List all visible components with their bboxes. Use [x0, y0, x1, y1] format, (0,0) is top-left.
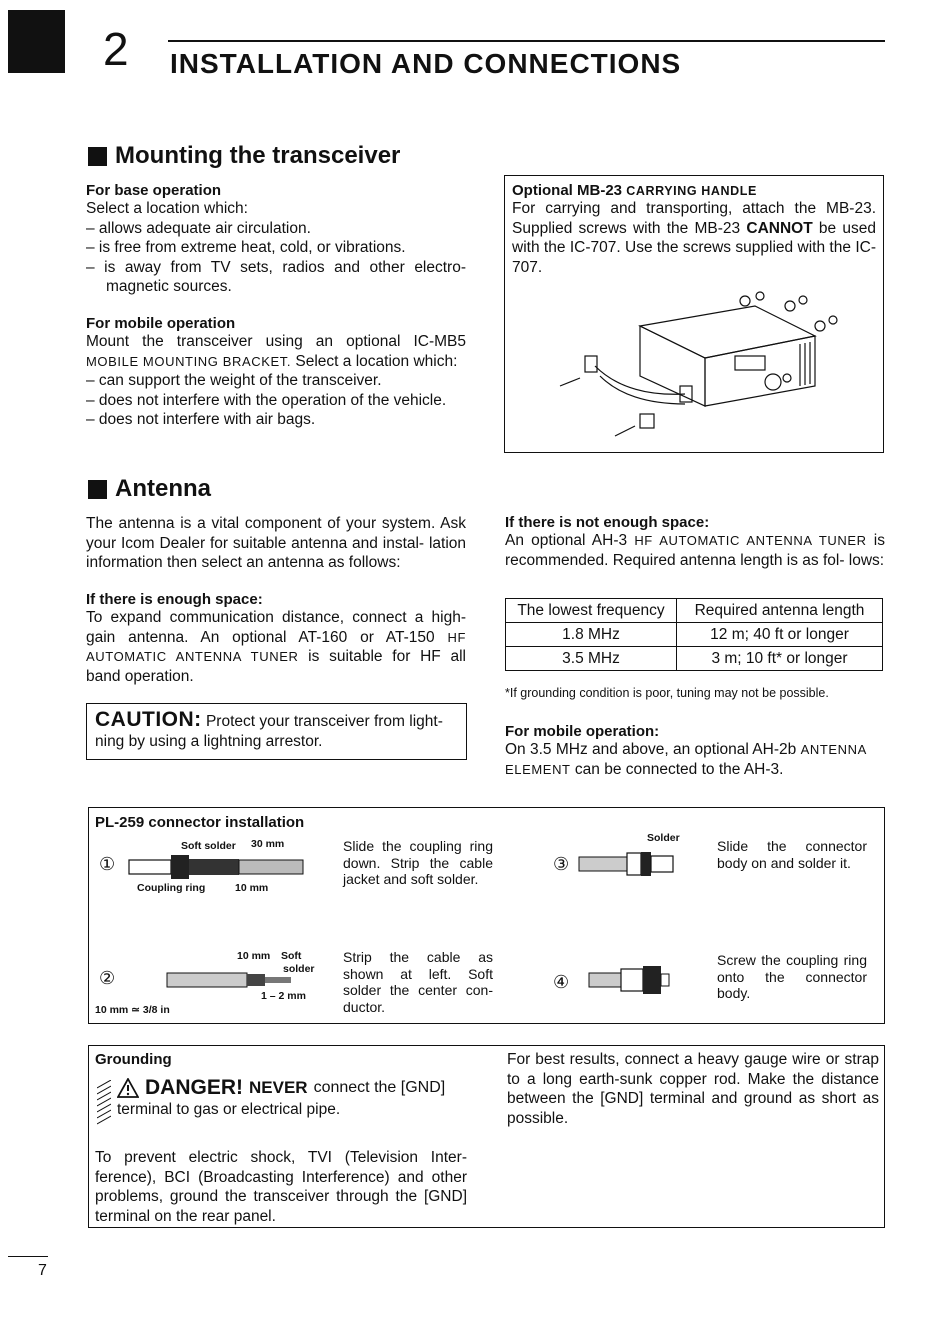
warning-triangle-icon: [117, 1078, 139, 1098]
caution-text: Protect your transceiver from light- ning by using a lightning arrestor.: [95, 713, 443, 750]
table-cell: 3.5 MHz: [506, 647, 677, 671]
table-cell: 3 m; 10 ft* or longer: [677, 647, 883, 671]
table-header: Required antenna length: [677, 599, 883, 623]
section-title-mounting: Mounting the transceiver: [88, 142, 400, 170]
table-row: [506, 623, 883, 647]
antenna-intro: The antenna is a vital component of your system. Ask your Icom Dealer for suitable antenna and instal- lation information then select an antenna as follows:: [86, 515, 466, 571]
caution-label: CAUTION:: [95, 708, 202, 731]
danger-text: terminal to gas or electrical pipe.: [117, 1101, 341, 1118]
table-row: [506, 647, 883, 671]
step-description: Slide the connector body on and solder it.: [717, 838, 867, 871]
danger-warning: DANGER! NEVER connect the [GND] terminal to gas or electrical pipe.: [117, 1076, 477, 1120]
chapter-tab-marker: [8, 10, 65, 73]
connector-step3-icon: [577, 850, 687, 878]
grounding-right-text: For best results, connect a heavy gauge wire or strap to a long earth-sunk copper rod. Make the distance between the [GND] terminal and ground as short as possible.: [507, 1051, 879, 1127]
list-item: – is free from extreme heat, cold, or vibrations.: [86, 239, 406, 256]
table-header-row: [506, 599, 883, 623]
list-item: – can support the weight of the transceiver.: [86, 372, 382, 389]
enough-space-heading: If there is enough space:: [86, 591, 263, 608]
base-operation-block: [86, 182, 466, 297]
section-bullet-icon: [88, 147, 107, 166]
carrying-handle-text: For carrying and transporting, attach the MB-23. Supplied screws with the MB-23 CANNOT be used with the IC-707. Use the screws supplied with the IC-707.: [512, 200, 876, 276]
antenna-length-table: [505, 598, 883, 671]
caution-box: [86, 703, 467, 760]
table-cell: 1.8 MHz: [506, 623, 677, 647]
base-operation-intro: Select a location which:: [86, 200, 248, 217]
step-number: ①: [99, 854, 116, 874]
connector-step1-icon: [127, 852, 307, 882]
chapter-rule: [168, 40, 885, 42]
table-cell: 12 m; 40 ft or longer: [677, 623, 883, 647]
mobile-operation-block: [86, 315, 466, 430]
carrying-handle-heading: Optional MB-23 CARRYING HANDLE: [512, 182, 757, 199]
list-item: – allows adequate air circulation.: [86, 219, 311, 237]
list-item: – is away from TV sets, radios and other electro- magnetic sources.: [86, 258, 466, 295]
page-number: 7: [38, 1262, 47, 1279]
step-description: Strip the cable as shown at left. Soft solder the center con- ductor.: [343, 949, 493, 1015]
step-number: ④: [553, 972, 570, 992]
chapter-number: 2: [103, 23, 129, 75]
table-header: The lowest frequency: [506, 599, 677, 623]
connector-step2-icon: [165, 970, 295, 990]
mobile-operation-text: Mount the transceiver using an optional IC-MB5 MOBILE MOUNTING BRACKET. Select a location which:: [86, 333, 466, 370]
page-rule: [8, 1256, 48, 1257]
step-description: Screw the coupling ring onto the connector body.: [717, 952, 867, 1001]
step-number: ②: [99, 968, 116, 988]
carrying-handle-box: [504, 175, 884, 453]
table-footnote: *If grounding condition is poor, tuning may not be possible.: [505, 686, 829, 700]
grounding-box: [88, 1045, 885, 1228]
not-enough-space-heading: If there is not enough space:: [505, 514, 710, 531]
step-description: Slide the coupling ring down. Strip the cable jacket and soft solder.: [343, 838, 493, 887]
base-operation-heading: For base operation: [86, 182, 222, 199]
hatch-marker-icon: [97, 1080, 111, 1126]
step-number: ③: [553, 854, 570, 874]
section-title-antenna: Antenna: [88, 475, 211, 503]
connector-step4-icon: [587, 964, 677, 996]
transceiver-handle-illustration: [555, 286, 855, 446]
not-enough-space-block: [505, 514, 885, 570]
grounding-title: Grounding: [95, 1051, 172, 1068]
not-enough-space-text: An optional AH-3 HF AUTOMATIC ANTENNA TUNER is recommended. Required antenna length is as fol- lows:: [505, 532, 885, 569]
list-item: – does not interfere with air bags.: [86, 411, 316, 428]
pl259-box: PL-259 connector installation ① Soft solder 30 mm Coupling ring 10 mm Slide the coupling ring down. Strip the cable jacket and soft solder. ② 10 mm Soft solder 1 – 2 mm 10 mm ≃ 3/8 in Strip the cable as shown at left. Soft solder the center con- ductor. ③ Solder Slide the connector body on and solder it. ④ Screw the coupling ring onto the connector body.: [88, 807, 885, 1024]
mobile-antenna-block: [505, 723, 885, 779]
pl259-title: PL-259 connector installation: [95, 814, 305, 831]
mobile-antenna-heading: For mobile operation:: [505, 723, 660, 740]
chapter-title: INSTALLATION AND CONNECTIONS: [170, 48, 682, 79]
enough-space-text: To expand communication distance, connect a high- gain antenna. An optional AT-160 or AT-150 HF AUTOMATIC ANTENNA TUNER is suitable for HF all band operation.: [86, 609, 466, 685]
mobile-operation-heading: For mobile operation: [86, 315, 236, 332]
section-bullet-icon: [88, 480, 107, 499]
enough-space-block: [86, 591, 466, 686]
grounding-body: To prevent electric shock, TVI (Television Inter- ference), BCI (Broadcasting Interference) and other problems, ground the transceiver through the [GND] terminal on the rear panel.: [95, 1149, 467, 1225]
danger-label: DANGER!: [145, 1076, 243, 1099]
list-item: – does not interfere with the operation of the vehicle.: [86, 391, 447, 409]
mobile-antenna-text: On 3.5 MHz and above, an optional AH-2b ANTENNA ELEMENT can be connected to the AH-3.: [505, 741, 867, 778]
